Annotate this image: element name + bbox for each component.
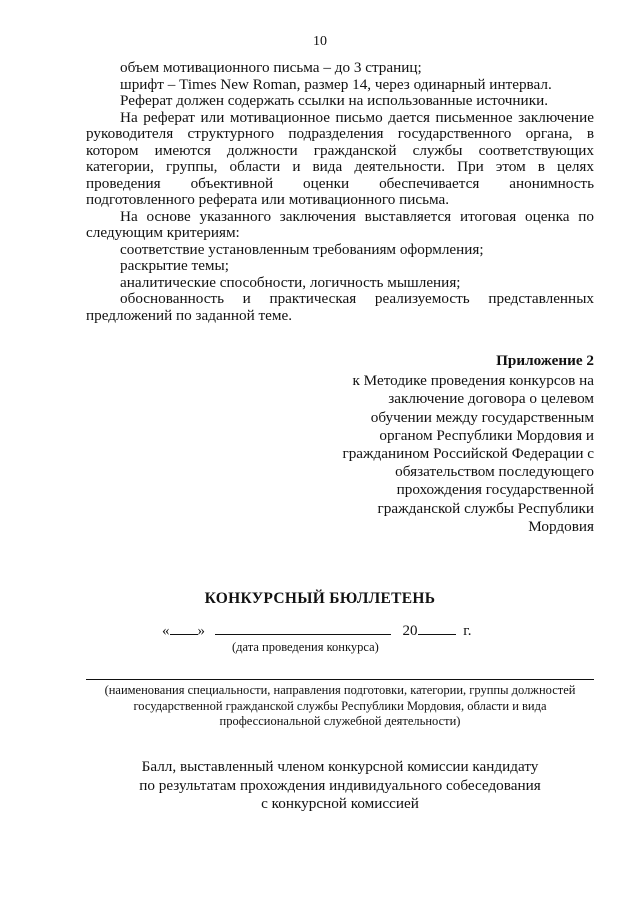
year-blank[interactable] xyxy=(418,620,456,635)
appendix-line: обязательством последующего xyxy=(395,463,594,481)
caption-line: государственной гражданской службы Республики Мордовия, области и вида xyxy=(133,698,547,713)
appendix-line: гражданской службы Республики xyxy=(377,499,594,517)
date-caption: (дата проведения конкурса) xyxy=(232,640,379,654)
criterion-item: раскрытие темы; xyxy=(120,257,229,274)
day-blank[interactable] xyxy=(170,620,198,635)
score-line: Балл, выставленный членом конкурсной комиссии кандидату xyxy=(141,758,539,775)
paragraph-line: обоснованность и практическая реализуемость представленных xyxy=(120,290,594,307)
date-close-quote: » xyxy=(197,623,205,639)
paragraph-sources: Реферат должен содержать ссылки на использованные источники. xyxy=(120,92,548,109)
month-blank[interactable] xyxy=(215,620,391,635)
caption-line: (наименования специальности, направления подготовки, категории, группы должностей xyxy=(104,683,576,697)
caption-line: профессиональной служебной деятельности) xyxy=(219,714,461,728)
paragraph-line: На основе указанного заключения выставляется итоговая оценка по xyxy=(120,207,594,225)
paragraph-line: проведения объективной оценки обеспечивается анонимность xyxy=(86,174,594,192)
appendix-line: Мордовия xyxy=(528,517,594,535)
paragraph-line: подготовленного реферата или мотивационного письма. xyxy=(86,191,450,208)
appendix-line: органом Республики Мордовия и xyxy=(379,426,594,444)
specialty-caption xyxy=(86,683,594,730)
score-heading xyxy=(86,758,594,814)
appendix-line: к Методике проведения конкурсов на xyxy=(352,372,594,390)
paragraph-font: шрифт – Times New Roman, размер 14, через одинарный интервал. xyxy=(120,75,552,93)
appendix-line: прохождения государственной xyxy=(396,481,594,499)
score-line: с конкурсной комиссией xyxy=(261,795,419,812)
appendix-title: Приложение 2 xyxy=(496,352,594,369)
ballot-title: КОНКУРСНЫЙ БЮЛЛЕТЕНЬ xyxy=(204,590,436,607)
paragraph-line: котором имеются должности гражданской службы соответствующих xyxy=(86,141,594,159)
paragraph-conclusion xyxy=(86,110,594,209)
appendix-line: гражданином Российской Федерации с xyxy=(342,445,594,463)
paragraph-line: руководителя структурного подразделения государственного органа, в xyxy=(86,125,594,142)
score-line: по результатам прохождения индивидуального собеседования xyxy=(139,776,541,794)
paragraph-final-score xyxy=(86,209,594,242)
date-field xyxy=(162,620,471,640)
appendix-line: обучении между государственным xyxy=(370,408,594,426)
paragraph-line: следующим критериям: xyxy=(86,224,240,241)
criterion-item: соответствие установленным требованиям оформления; xyxy=(120,240,484,258)
year-prefix: 20 xyxy=(402,623,418,639)
appendix-line: заключение договора о целевом xyxy=(388,390,594,408)
year-suffix: г. xyxy=(463,623,472,639)
criterion-item: аналитические способности, логичность мышления; xyxy=(120,273,461,291)
paragraph-line: предложений по заданной теме. xyxy=(86,306,293,324)
criterion-validity xyxy=(86,291,594,324)
requirements-text xyxy=(86,60,594,324)
paragraph-line: категории, группы, области и вида деятельности. При этом в целях xyxy=(86,158,594,175)
paragraph-volume: объем мотивационного письма – до 3 страниц; xyxy=(120,59,422,76)
specialty-blank-line[interactable] xyxy=(86,679,594,680)
paragraph-line: На реферат или мотивационное письмо дается письменное заключение xyxy=(120,108,594,126)
appendix-header xyxy=(300,352,594,536)
date-open-quote: « xyxy=(162,623,170,639)
page-number: 10 xyxy=(313,34,327,49)
